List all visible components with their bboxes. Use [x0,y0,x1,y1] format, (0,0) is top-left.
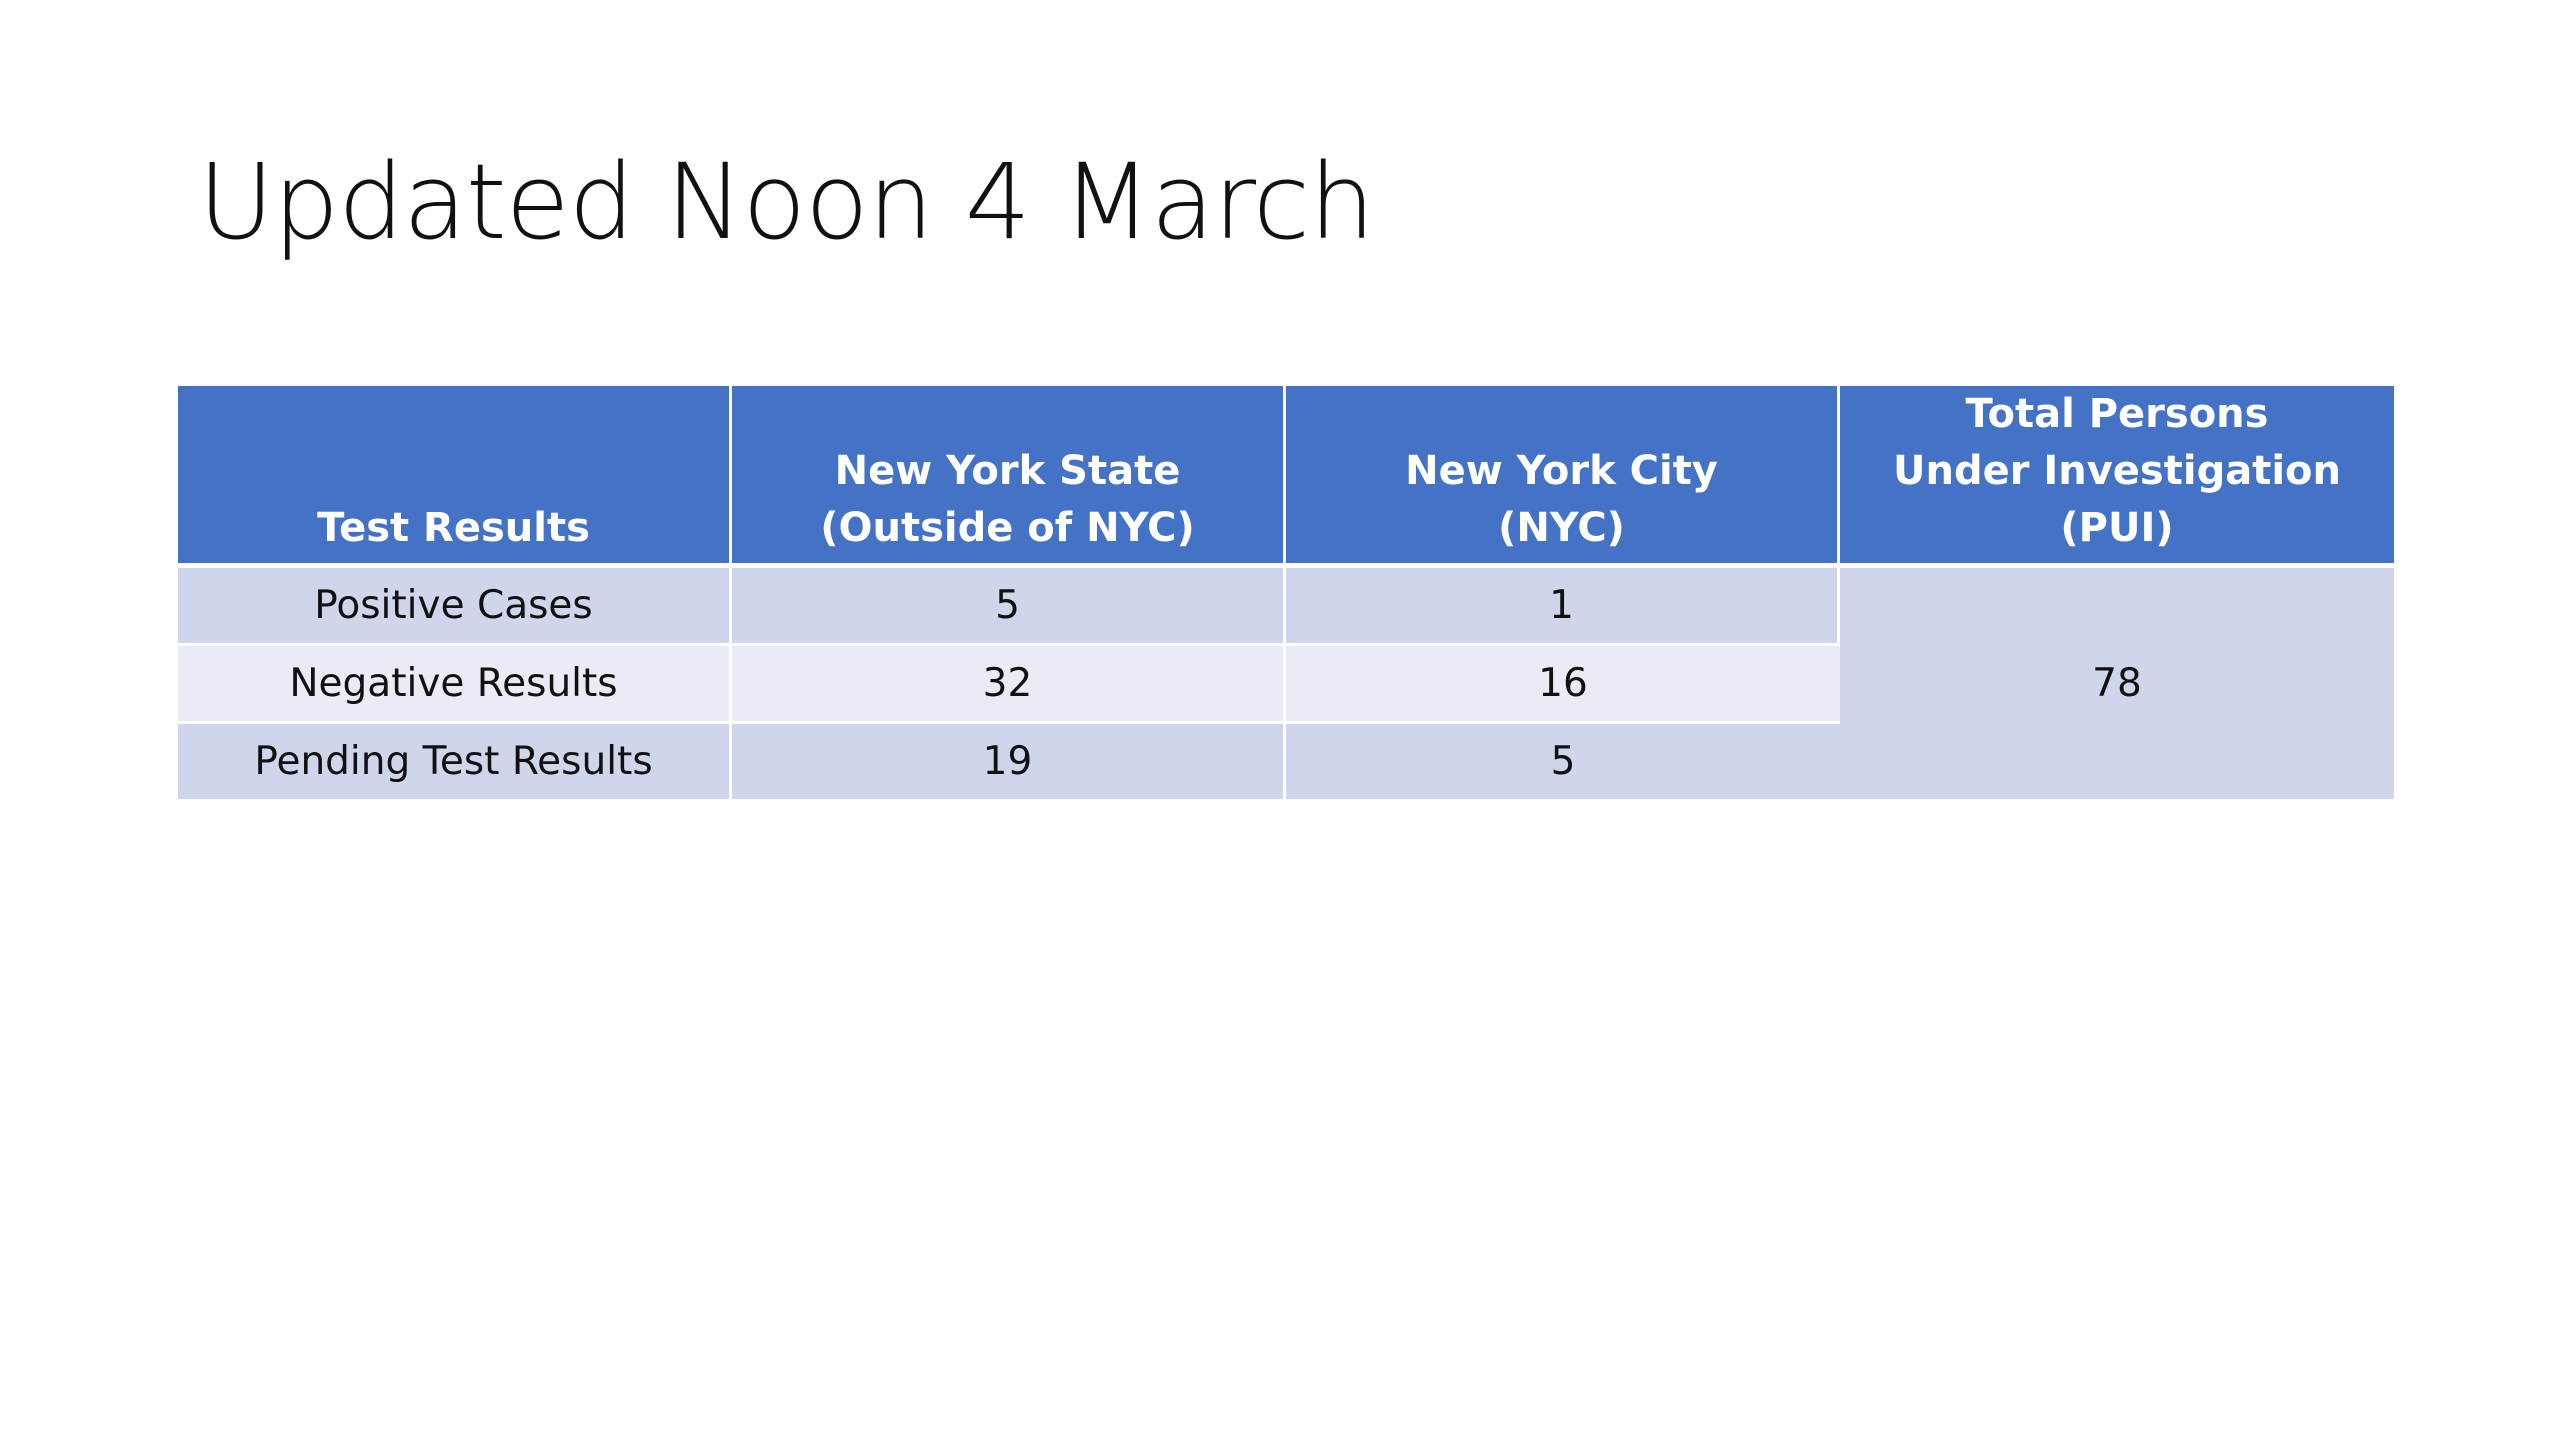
header-new-york-state [732,386,1286,568]
header-line: New York State [834,448,1181,494]
header-line: Under Investigation (PUI) [1893,448,2341,551]
nys-value: 5 [732,568,1286,646]
nyc-value: 5 [1286,724,1840,802]
test-results-table [178,386,2394,802]
header-total-pui [1840,386,2394,568]
nys-value: 19 [732,724,1286,802]
slide-title: Updated Noon 4 March [198,141,1374,263]
header-line: New York City [1405,448,1718,494]
row-label: Pending Test Results [178,724,732,802]
table-header-row [178,386,2394,568]
header-line: Total Persons [1965,391,2269,437]
row-label: Positive Cases [178,568,732,646]
header-line: Test Results [317,505,590,551]
total-pui-value: 78 [1840,568,2394,802]
table-row [178,568,2394,646]
nyc-value: 16 [1286,646,1840,724]
row-label: Negative Results [178,646,732,724]
header-test-results [178,386,732,568]
nyc-value: 1 [1286,568,1840,646]
nys-value: 32 [732,646,1286,724]
header-line: (Outside of NYC) [820,505,1195,551]
header-new-york-city [1286,386,1840,568]
header-line: (NYC) [1498,505,1625,551]
